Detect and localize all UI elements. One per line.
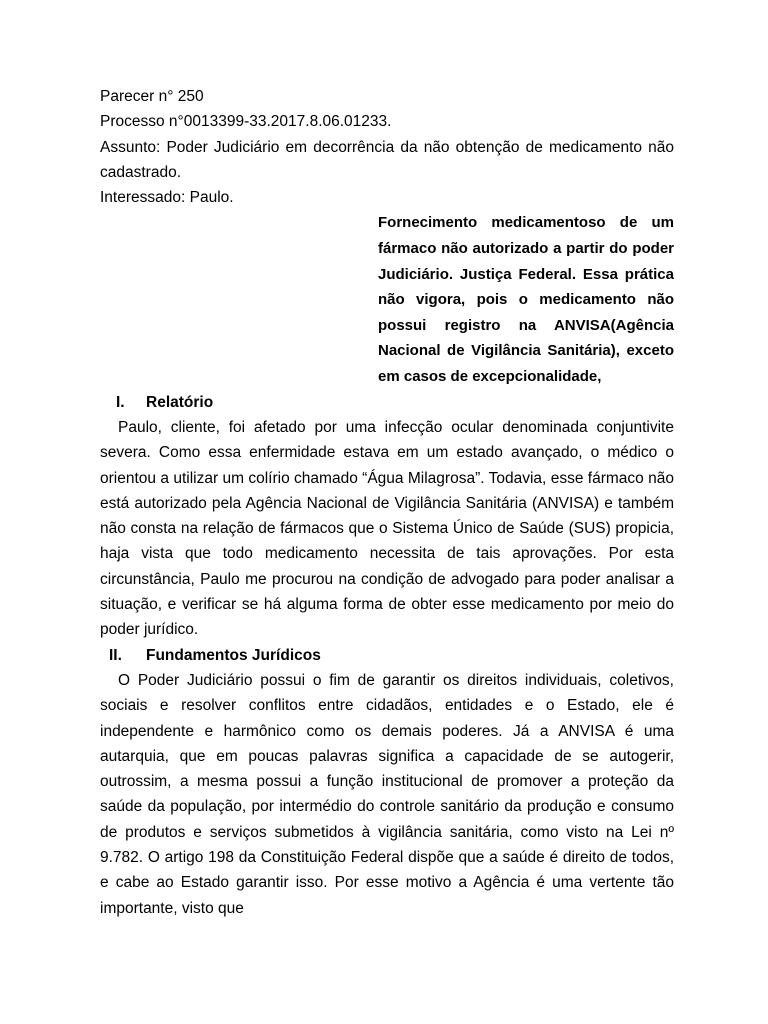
document-body: [100, 84, 674, 921]
assunto-line: Assunto: Poder Judiciário em decorrência da não obtenção de medicamento não cadastrado.: [100, 138, 674, 181]
section-title: Relatório: [146, 393, 214, 411]
section-heading-relatorio: [100, 390, 674, 415]
interessado-line: Interessado: Paulo.: [100, 189, 234, 207]
parecer-number: Parecer n° 250: [100, 88, 204, 105]
section-title: Fundamentos Jurídicos: [146, 646, 321, 664]
processo-number: Processo n°0013399-33.2017.8.06.01233.: [100, 113, 392, 131]
section-paragraph-relatorio: Paulo, cliente, foi afetado por uma infecção ocular denominada conjuntivite severa. Como essa enfermidade estava em um estado avançado, o médico o orientou a utilizar um colírio chamado “Água Milagrosa”. Todavia, esse fármaco não está autorizado pela Agência Nacional de Vigilância Sanitária (ANVISA) e também não consta na relação de fármacos que o Sistema Único de Saúde (SUS) propicia, haja vista que todo medicamento necessita de tais aprovações. Por esta circunstância, Paulo me procurou na condição de advogado para poder analisar a situação, e verificar se há alguma forma de obter esse medicamento por meio do poder jurídico.: [100, 418, 674, 639]
section-heading-fundamentos: [100, 643, 674, 668]
section-number: II.: [109, 646, 122, 664]
section-number: I.: [116, 393, 125, 411]
section-paragraph-fundamentos: O Poder Judiciário possui o fim de garantir os direitos individuais, coletivos, sociais e resolver conflitos entre cidadãos, entidades e o Estado, ele é independente e harmônico como os demais poderes. Já a ANVISA é uma autarquia, que em poucas palavras significa a capacidade de se autogerir, outrossim, a mesma possui a função institucional de promover a proteção da saúde da população, por intermédio do controle sanitário da produção e consumo de produtos e serviços submetidos à vigilância sanitária, como visto na Lei nº 9.782. O artigo 198 da Constituição Federal dispõe que a saúde é direito de todos, e cabe ao Estado garantir isso. Por esse motivo a Agência é uma vertente tão importante, visto que: [100, 671, 674, 917]
ementa-summary: Fornecimento medicamentoso de um fármaco não autorizado a partir do poder Judiciário. Justiça Federal. Essa prática não vigora, pois o medicamento não possui registro na ANVISA(Agência Nacional de Vigilância Sanitária), exceto em casos de excepcionalidade,: [378, 214, 674, 386]
